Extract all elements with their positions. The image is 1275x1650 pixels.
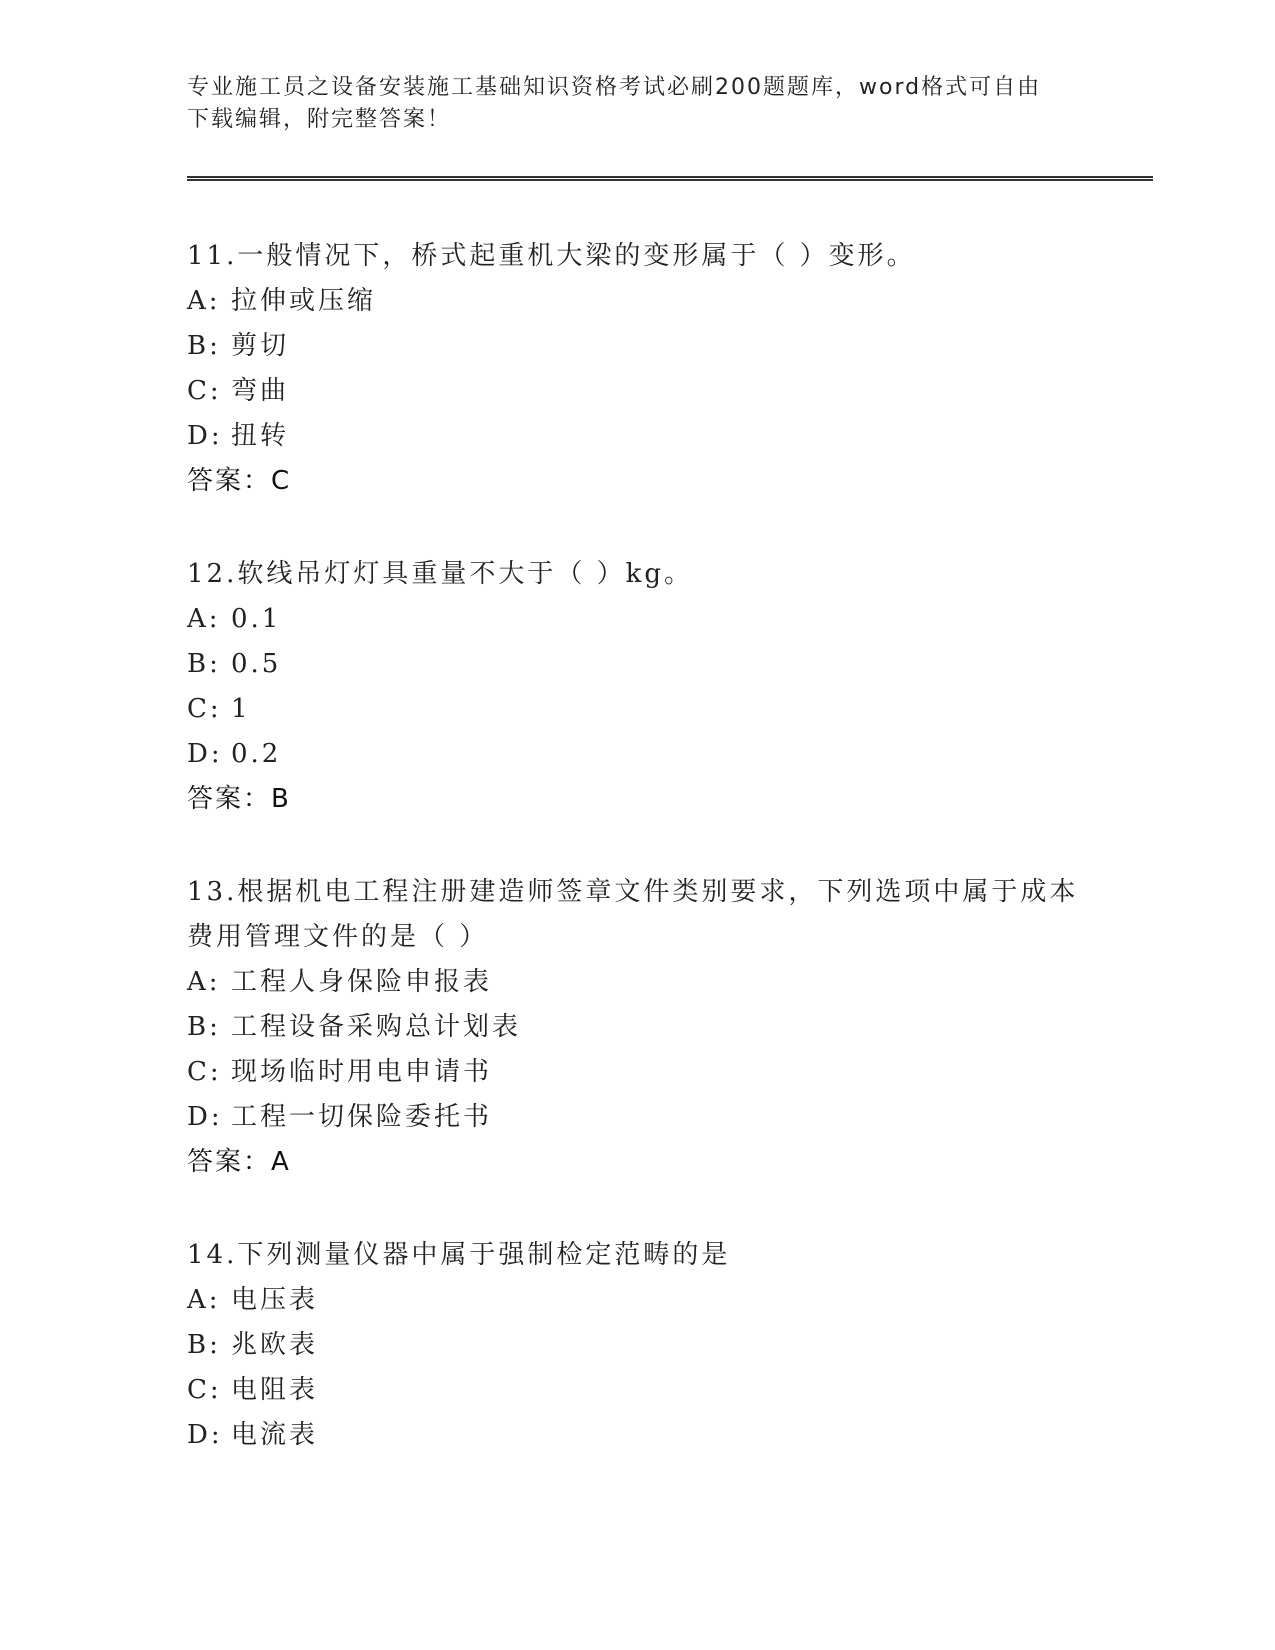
option-letter: C:	[187, 376, 222, 406]
option-c	[187, 1050, 1107, 1095]
option-text: 拉伸或压缩	[231, 286, 377, 316]
option-letter: A:	[187, 1285, 221, 1315]
option-c	[187, 1368, 1107, 1413]
option-text: 0.2	[231, 739, 282, 769]
option-letter: D:	[187, 1102, 223, 1132]
option-text: 电流表	[231, 1420, 319, 1450]
option-text: 工程人身保险申报表	[231, 967, 493, 997]
option-a	[187, 1278, 1107, 1323]
option-text: 0.1	[231, 604, 282, 634]
option-text: 兆欧表	[231, 1330, 319, 1360]
option-text: 电阻表	[231, 1375, 319, 1405]
option-letter: A:	[187, 604, 221, 634]
option-letter: B:	[187, 331, 221, 361]
header-line-2: 下载编辑，附完整答案！	[187, 107, 452, 132]
question-stem-line-2: 费用管理文件的是（ ）	[187, 922, 489, 952]
option-letter: A:	[187, 967, 221, 997]
question-13	[187, 870, 1107, 1185]
answer-line: 答案：C	[187, 466, 292, 496]
option-letter: C:	[187, 1057, 222, 1087]
option-b	[187, 642, 1107, 687]
option-c	[187, 369, 1107, 414]
option-letter: B:	[187, 649, 221, 679]
option-d	[187, 1413, 1107, 1458]
option-text: 现场临时用电申请书	[231, 1057, 493, 1087]
option-text: 扭转	[231, 421, 290, 451]
option-text: 剪切	[231, 331, 290, 361]
option-b	[187, 324, 1107, 369]
option-letter: B:	[187, 1330, 221, 1360]
question-stem: 12.软线吊灯灯具重量不大于（ ）kg。	[187, 559, 694, 589]
option-a	[187, 960, 1107, 1005]
document-header	[187, 72, 1087, 136]
option-c	[187, 687, 1107, 732]
option-b	[187, 1005, 1107, 1050]
option-b	[187, 1323, 1107, 1368]
option-letter: A:	[187, 286, 221, 316]
option-letter: D:	[187, 1420, 223, 1450]
option-d	[187, 414, 1107, 459]
question-stem: 11.一般情况下，桥式起重机大梁的变形属于（ ）变形。	[187, 241, 916, 271]
answer-line: 答案：A	[187, 1147, 291, 1177]
header-line-1: 专业施工员之设备安装施工基础知识资格考试必刷200题题库，word格式可自由	[187, 75, 1042, 100]
option-letter: D:	[187, 421, 223, 451]
option-letter: B:	[187, 1012, 221, 1042]
option-letter: C:	[187, 694, 222, 724]
question-11	[187, 234, 1107, 504]
answer-line: 答案：B	[187, 784, 291, 814]
option-text: 0.5	[231, 649, 282, 679]
option-d	[187, 732, 1107, 777]
question-stem: 14.下列测量仪器中属于强制检定范畴的是	[187, 1240, 731, 1270]
option-letter: C:	[187, 1375, 222, 1405]
option-text: 弯曲	[231, 376, 290, 406]
option-text: 工程设备采购总计划表	[231, 1012, 522, 1042]
option-a	[187, 597, 1107, 642]
option-text: 1	[231, 694, 251, 724]
option-text: 工程一切保险委托书	[231, 1102, 493, 1132]
option-a	[187, 279, 1107, 324]
header-divider	[187, 176, 1153, 181]
question-14	[187, 1233, 1107, 1458]
option-letter: D:	[187, 739, 223, 769]
option-text: 电压表	[231, 1285, 319, 1315]
question-12	[187, 552, 1107, 822]
option-d	[187, 1095, 1107, 1140]
question-stem-line-1: 13.根据机电工程注册建造师签章文件类别要求，下列选项中属于成本	[187, 877, 1079, 907]
